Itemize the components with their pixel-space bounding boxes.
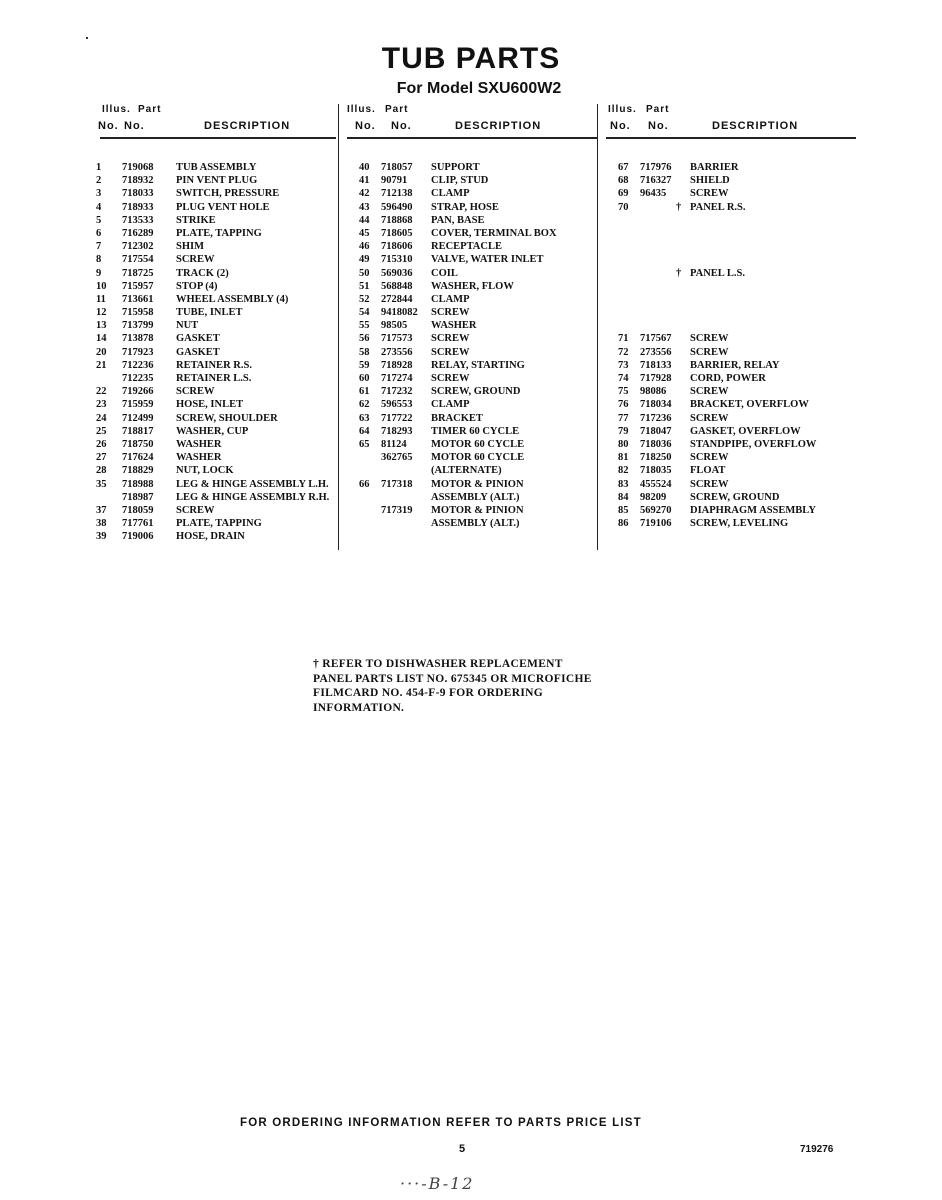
illus-number: 1 (96, 162, 102, 173)
parts-column-2 (338, 104, 598, 550)
illus-number: 49 (359, 254, 370, 266)
illus-number: 35 (96, 478, 107, 490)
page-title: TUB PARTS (381, 42, 561, 75)
illus-number: 74 (618, 373, 629, 384)
part-description: RECEPTACLE (431, 241, 502, 253)
part-number: 719068 (122, 162, 154, 173)
part-number: 718059 (122, 504, 154, 516)
part-number: 96435 (640, 188, 667, 200)
header-rule (100, 137, 336, 139)
part-description: WASHER (176, 452, 222, 464)
part-number: 715310 (381, 254, 413, 266)
illus-number: 4 (96, 201, 102, 213)
part-number: 717624 (122, 452, 154, 464)
illus-number: 85 (618, 504, 629, 516)
part-number: 98505 (381, 320, 408, 332)
part-number: 717236 (640, 412, 672, 424)
part-description: SHIM (176, 241, 205, 253)
illus-number: 73 (618, 359, 629, 371)
illus-number: 56 (359, 333, 370, 345)
illus-number: 61 (359, 386, 370, 398)
part-number: 718987 (122, 491, 154, 503)
part-number: 718606 (381, 241, 413, 253)
scan-speck (86, 37, 88, 39)
illus-number: 21 (96, 359, 107, 371)
parts-column-1 (96, 104, 338, 550)
part-description: BARRIER, RELAY (690, 359, 780, 371)
illus-number: 86 (618, 518, 629, 530)
part-description: ASSEMBLY (ALT.) (431, 491, 520, 503)
illus-number: 51 (359, 280, 370, 292)
part-number: 713878 (122, 333, 154, 345)
illus-number: 26 (96, 438, 107, 450)
illus-number: 25 (96, 425, 107, 437)
illus-number: 27 (96, 452, 107, 464)
part-no-header: No. (124, 120, 145, 132)
part-description: MOTOR & PINION (431, 504, 524, 516)
part-number: 98209 (640, 491, 667, 503)
part-number: 717567 (640, 333, 672, 345)
illus-number: 24 (96, 412, 107, 424)
part-description: STOP (4) (176, 280, 218, 292)
part-number: 455524 (640, 478, 672, 490)
page-subtitle: For Model SXU600W2 (396, 80, 562, 97)
part-number: 718932 (122, 175, 154, 187)
illus-number: 20 (96, 346, 107, 358)
part-description: SCREW (431, 307, 470, 319)
illus-number: 14 (96, 333, 107, 345)
part-no-header: No. (391, 120, 412, 132)
part-description: SCREW (176, 254, 215, 266)
illus-number: 43 (359, 201, 370, 213)
part-number: 273556 (381, 346, 413, 358)
part-description: BRACKET, OVERFLOW (690, 399, 809, 411)
part-description: HOSE, DRAIN (176, 531, 245, 543)
illus-number: 68 (618, 175, 629, 187)
description-header: DESCRIPTION (712, 120, 799, 132)
part-number: 712499 (122, 412, 154, 424)
illus-number: 7 (96, 241, 102, 253)
part-description: NUT, LOCK (176, 465, 234, 477)
part-description: BRACKET (431, 412, 483, 424)
illus-number: 67 (618, 162, 629, 173)
part-number: 362765 (381, 452, 413, 464)
part-description: LEG & HINGE ASSEMBLY L.H. (176, 478, 329, 490)
part-number: 717319 (381, 504, 413, 516)
part-number: 717554 (122, 254, 154, 266)
part-description: SCREW, GROUND (431, 386, 521, 398)
part-number: 718933 (122, 201, 154, 213)
part-description: HOSE, INLET (176, 399, 244, 411)
part-number: 713799 (122, 320, 154, 332)
illus-number: 52 (359, 293, 370, 305)
illus-number: 80 (618, 438, 629, 450)
part-number: 717722 (381, 412, 413, 424)
part-number: † (676, 201, 682, 213)
part-number: 718988 (122, 478, 154, 490)
part-number: 717573 (381, 333, 413, 345)
part-description: NUT (176, 320, 199, 332)
part-description: SCREW, SHOULDER (176, 412, 278, 424)
illus-number: 63 (359, 412, 370, 424)
part-number: 718928 (381, 359, 413, 371)
part-number: 81124 (381, 438, 407, 450)
illus-number: 82 (618, 465, 629, 477)
part-number: 712236 (122, 359, 154, 371)
part-description: STANDPIPE, OVERFLOW (690, 438, 817, 450)
illus-number: 79 (618, 425, 629, 437)
illus-header: Illus. (608, 104, 637, 115)
part-number: 9418082 (381, 307, 418, 319)
illus-no-header: No. (355, 120, 376, 132)
illus-number: 28 (96, 465, 107, 477)
part-header: Part (646, 104, 670, 115)
part-description: COVER, TERMINAL BOX (431, 227, 557, 239)
illus-number: 6 (96, 227, 102, 239)
illus-number: 10 (96, 280, 107, 292)
panel-footnote: † REFER TO DISHWASHER REPLACEMENT PANEL PARTS LIST NO. 675345 OR MICROFICHE FILMCARD NO. 454-F-9 FOR ORDERING INFORMATION. (313, 658, 592, 714)
illus-number: 44 (359, 214, 370, 226)
illus-number: 8 (96, 254, 102, 266)
part-description: GASKET (176, 333, 220, 345)
ordering-footer: FOR ORDERING INFORMATION REFER TO PARTS PRICE LIST (240, 1117, 642, 1129)
description-header: DESCRIPTION (204, 120, 291, 132)
part-number: 717318 (381, 478, 413, 490)
part-description: STRIKE (176, 214, 216, 226)
part-description: PANEL L.S. (690, 267, 745, 279)
part-description: (ALTERNATE) (431, 465, 502, 477)
part-description: WASHER, CUP (176, 425, 249, 437)
illus-number: 22 (96, 386, 107, 398)
part-description: CLAMP (431, 188, 470, 200)
part-number: 717976 (640, 162, 672, 173)
part-description: PLATE, TAPPING (176, 518, 262, 530)
header-rule (347, 137, 597, 139)
part-number: 596490 (381, 201, 413, 213)
illus-number: 59 (359, 359, 370, 371)
part-number: 568848 (381, 280, 413, 292)
part-number: 719266 (122, 386, 154, 398)
part-description: SCREW (690, 333, 729, 345)
part-description: LEG & HINGE ASSEMBLY R.H. (176, 491, 330, 503)
part-number: 715957 (122, 280, 154, 292)
part-number: 716327 (640, 175, 672, 187)
part-description: SCREW (690, 478, 729, 490)
part-description: FLOAT (690, 465, 726, 477)
illus-no-header: No. (98, 120, 119, 132)
part-number: 713533 (122, 214, 154, 226)
part-description: SCREW (690, 188, 729, 200)
part-description: PAN, BASE (431, 214, 485, 226)
part-description: VALVE, WATER INLET (431, 254, 544, 266)
part-description: DIAPHRAGM ASSEMBLY (690, 504, 816, 516)
part-description: WASHER (431, 320, 477, 332)
part-description: COIL (431, 267, 458, 279)
illus-header: Illus. (347, 104, 376, 115)
illus-number: 37 (96, 504, 107, 516)
part-header: Part (385, 104, 409, 115)
illus-number: 11 (96, 293, 106, 305)
part-number: 717232 (381, 386, 413, 398)
part-number: 90791 (381, 175, 408, 187)
part-number: 715958 (122, 307, 154, 319)
illus-number: 65 (359, 438, 370, 450)
illus-number: 42 (359, 188, 370, 200)
part-no-header: No. (648, 120, 669, 132)
part-number: 717274 (381, 373, 413, 384)
part-description: SCREW (176, 504, 215, 516)
illus-number: 58 (359, 346, 370, 358)
part-description: PLATE, TAPPING (176, 227, 262, 239)
part-number: 718035 (640, 465, 672, 477)
part-number: 718250 (640, 452, 672, 464)
illus-number: 66 (359, 478, 370, 490)
illus-number: 81 (618, 452, 629, 464)
illus-number: 5 (96, 214, 102, 226)
part-number: 718033 (122, 188, 154, 200)
part-description: TUB ASSEMBLY (176, 162, 257, 173)
part-number: 712302 (122, 241, 154, 253)
part-description: SCREW, GROUND (690, 491, 780, 503)
illus-number: 3 (96, 188, 102, 200)
part-number: 715959 (122, 399, 154, 411)
illus-number: 72 (618, 346, 629, 358)
illus-number: 84 (618, 491, 629, 503)
part-description: CLIP, STUD (431, 175, 489, 187)
header-rule (606, 137, 856, 139)
part-description: TRACK (2) (176, 267, 229, 279)
part-number: 717923 (122, 346, 154, 358)
illus-number: 54 (359, 307, 370, 319)
part-number: 273556 (640, 346, 672, 358)
part-description: CLAMP (431, 293, 470, 305)
illus-number: 40 (359, 162, 370, 173)
illus-header: Illus. (102, 104, 131, 115)
part-number: 98086 (640, 386, 667, 398)
part-description: SCREW (431, 333, 470, 345)
part-description: MOTOR 60 CYCLE (431, 438, 525, 450)
part-description: SCREW (690, 346, 729, 358)
part-number: 718034 (640, 399, 672, 411)
part-number: 718868 (381, 214, 413, 226)
part-description: WHEEL ASSEMBLY (4) (176, 293, 289, 305)
part-number: 719106 (640, 518, 672, 530)
illus-number: 39 (96, 531, 107, 543)
part-number: 569270 (640, 504, 672, 516)
illus-number: 76 (618, 399, 629, 411)
part-description: TIMER 60 CYCLE (431, 425, 520, 437)
part-header: Part (138, 104, 162, 115)
illus-number: 46 (359, 241, 370, 253)
illus-number: 69 (618, 188, 629, 200)
part-number: 718133 (640, 359, 672, 371)
document-number: 719276 (800, 1144, 834, 1155)
part-description: GASKET (176, 346, 220, 358)
part-number: 718057 (381, 162, 413, 173)
illus-no-header: No. (610, 120, 631, 132)
parts-column-3 (597, 104, 848, 550)
part-number: 718036 (640, 438, 672, 450)
part-description: PIN VENT PLUG (176, 175, 258, 187)
part-description: SWITCH, PRESSURE (176, 188, 280, 200)
part-description: BARRIER (690, 162, 739, 173)
part-number: 717761 (122, 518, 154, 530)
part-description: SCREW, LEVELING (690, 518, 789, 530)
part-description: CLAMP (431, 399, 470, 411)
illus-number: 2 (96, 175, 102, 187)
part-description: SCREW (176, 386, 215, 398)
illus-number: 60 (359, 373, 370, 384)
part-number: 569036 (381, 267, 413, 279)
illus-number: 71 (618, 333, 629, 345)
part-number: 712138 (381, 188, 413, 200)
illus-number: 55 (359, 320, 370, 332)
part-number: 717928 (640, 373, 672, 384)
part-description: SUPPORT (431, 162, 480, 173)
part-description: PANEL R.S. (690, 201, 746, 213)
illus-number: 23 (96, 399, 107, 411)
part-description: STRAP, HOSE (431, 201, 499, 213)
part-description: MOTOR 60 CYCLE (431, 452, 525, 464)
illus-number: 45 (359, 227, 370, 239)
page-number: 5 (459, 1143, 466, 1155)
part-number: 718047 (640, 425, 672, 437)
part-number: 718725 (122, 267, 154, 279)
part-description: TUBE, INLET (176, 307, 243, 319)
part-description: SCREW (690, 412, 729, 424)
part-description: SCREW (690, 386, 729, 398)
part-description: RETAINER R.S. (176, 359, 252, 371)
part-description: PLUG VENT HOLE (176, 201, 270, 213)
part-number: 712235 (122, 373, 154, 384)
part-number: 596553 (381, 399, 413, 411)
illus-number: 75 (618, 386, 629, 398)
part-number: 716289 (122, 227, 154, 239)
part-number: 718605 (381, 227, 413, 239)
part-description: MOTOR & PINION (431, 478, 524, 490)
illus-number: 70 (618, 201, 629, 213)
part-number: 718293 (381, 425, 413, 437)
part-description: SCREW (431, 373, 470, 384)
part-description: GASKET, OVERFLOW (690, 425, 801, 437)
description-header: DESCRIPTION (455, 120, 542, 132)
part-number: 718817 (122, 425, 154, 437)
part-description: WASHER, FLOW (431, 280, 514, 292)
illus-number: 13 (96, 320, 107, 332)
part-number: 719006 (122, 531, 154, 543)
part-number: 718750 (122, 438, 154, 450)
part-description: SCREW (690, 452, 729, 464)
part-description: CORD, POWER (690, 373, 766, 384)
part-description: SCREW (431, 346, 470, 358)
part-number: 272844 (381, 293, 413, 305)
illus-number: 77 (618, 412, 629, 424)
part-number: 718829 (122, 465, 154, 477)
illus-number: 64 (359, 425, 370, 437)
illus-number: 62 (359, 399, 370, 411)
part-number: † (676, 267, 682, 279)
illus-number: 9 (96, 267, 102, 279)
illus-number: 50 (359, 267, 370, 279)
part-description: RETAINER L.S. (176, 373, 252, 384)
illus-number: 12 (96, 307, 107, 319)
illus-number: 38 (96, 518, 107, 530)
part-description: SHIELD (690, 175, 730, 187)
part-description: WASHER (176, 438, 222, 450)
illus-number: 83 (618, 478, 629, 490)
illus-number: 41 (359, 175, 370, 187)
handwritten-annotation: ···-B-12 (400, 1174, 475, 1193)
part-description: ASSEMBLY (ALT.) (431, 518, 520, 530)
part-number: 713661 (122, 293, 154, 305)
part-description: RELAY, STARTING (431, 359, 525, 371)
